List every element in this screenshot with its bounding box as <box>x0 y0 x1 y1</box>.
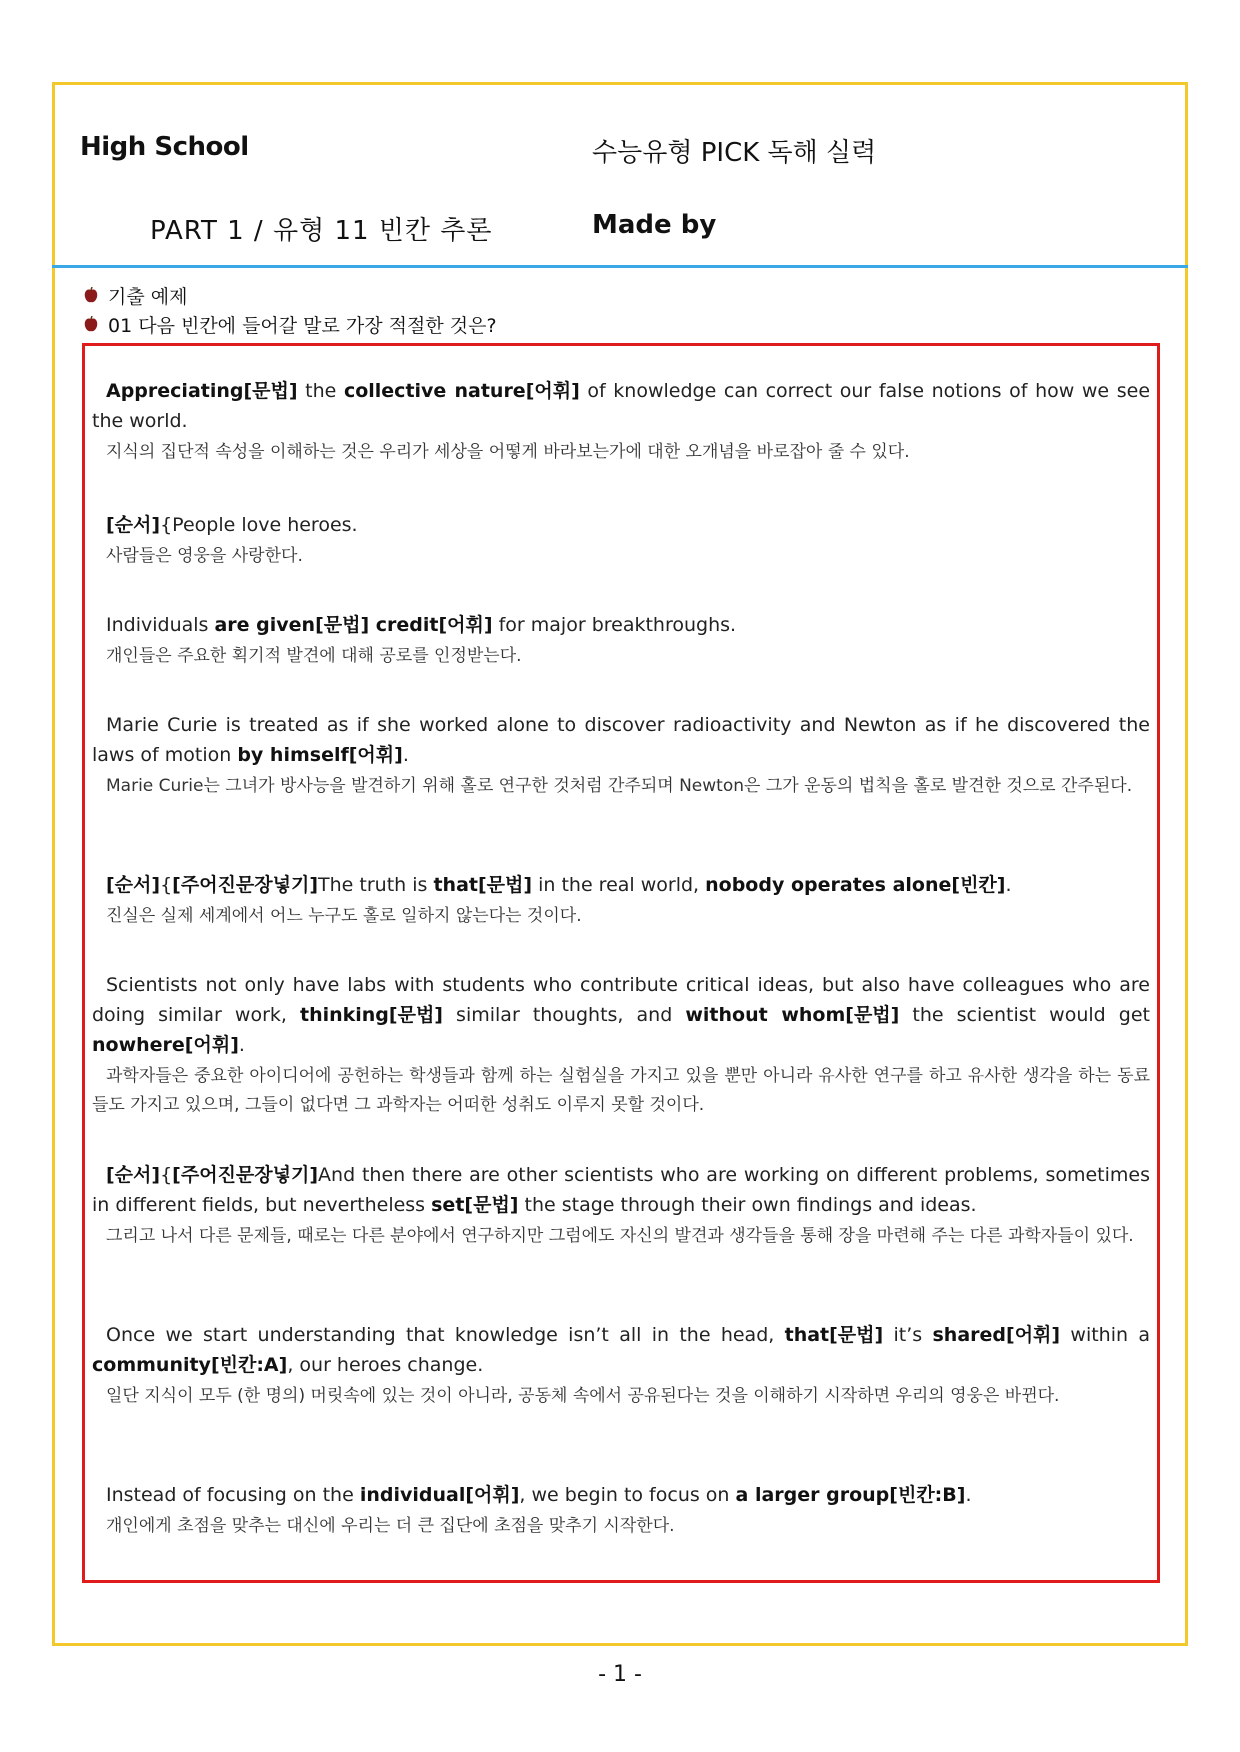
english-sentence <box>92 1320 1150 1380</box>
annotated-term: that[문법] <box>784 1324 884 1346</box>
annotated-term: Appreciating[문법] <box>106 380 298 402</box>
sentence-text: { <box>160 874 173 896</box>
red-apple-bullet-icon <box>84 316 98 333</box>
passage-paragraph <box>92 1160 1150 1251</box>
annotated-term: shared[어휘] <box>932 1324 1061 1346</box>
passage-paragraph <box>92 510 1150 571</box>
annotated-term: by himself[어휘] <box>237 744 403 766</box>
korean-translation: 지식의 집단적 속성을 이해하는 것은 우리가 세상을 어떻게 바라보는가에 대한 오개념을 바로잡아 줄 수 있다. <box>106 442 910 462</box>
sentence-text: , we begin to focus on <box>519 1484 736 1506</box>
sentence-text: { <box>160 1164 173 1186</box>
sentence-text: the <box>297 380 344 402</box>
author-label: Made by <box>592 210 717 240</box>
sentence-text: in the real world, <box>532 874 706 896</box>
section-label-text: 기출 예제 <box>108 286 188 308</box>
annotated-term: are given[문법] credit[어휘] <box>214 614 493 636</box>
english-sentence <box>92 610 1150 640</box>
passage-paragraph <box>92 1320 1150 1411</box>
sentence-text: Individuals <box>106 614 215 636</box>
passage-paragraph <box>92 1480 1150 1541</box>
annotated-term: nobody operates alone[빈칸] <box>705 874 1006 896</box>
passage-paragraph <box>92 970 1150 1120</box>
sentence-text: Marie Curie is treated as if she worked alone to discover radioactivity and Newton as if he discovered the laws of motion <box>92 714 1150 766</box>
question-prompt <box>84 311 497 338</box>
annotated-term: community[빈칸:A] <box>92 1354 288 1376</box>
annotated-term: that[문법] <box>433 874 533 896</box>
passage-paragraph <box>92 610 1150 671</box>
annotated-term: [순서] <box>106 1164 161 1186</box>
sentence-text: . <box>402 744 409 766</box>
korean-translation: 그리고 나서 다른 문제들, 때로는 다른 분야에서 연구하지만 그럼에도 자신의 발견과 생각들을 통해 장을 마련해 주는 다른 과학자들이 있다. <box>106 1226 1134 1246</box>
annotated-term: thinking[문법] <box>299 1004 443 1026</box>
sentence-text: Scientists not only have labs with students who contribute critical ideas, but also have colleagues who are doing similar work, <box>92 974 1150 1026</box>
section-label <box>84 282 187 309</box>
sentence-text: . <box>1005 874 1012 896</box>
english-sentence <box>92 1160 1150 1220</box>
korean-translation: Marie Curie는 그녀가 방사능을 발견하기 위해 홀로 연구한 것처럼 간주되며 Newton은 그가 운동의 법칙을 홀로 발견한 것으로 간주된다. <box>106 776 1133 796</box>
annotated-term: set[문법] <box>431 1194 519 1216</box>
question-prompt-text: 01 다음 빈칸에 들어갈 말로 가장 적절한 것은? <box>108 315 497 337</box>
red-apple-bullet-icon <box>84 287 98 304</box>
sentence-text: of knowledge can correct our false notions of how we see the world. <box>92 380 1151 432</box>
sentence-text: within a <box>1060 1324 1150 1346</box>
korean-translation: 사람들은 영웅을 사랑한다. <box>106 546 303 566</box>
annotated-term: collective nature[어휘] <box>343 380 580 402</box>
passage-paragraph <box>92 870 1150 931</box>
korean-translation: 진실은 실제 세계에서 어느 누구도 홀로 일하지 않는다는 것이다. <box>106 906 582 926</box>
header-divider <box>52 265 1188 268</box>
sentence-text: the stage through their own findings and ideas. <box>518 1194 977 1216</box>
passage-paragraph <box>92 376 1150 467</box>
sentence-text: And then there are other scientists who are working on different problems, sometimes in different fields, but nevertheless <box>92 1164 1150 1216</box>
annotated-term: [주어진문장넣기] <box>172 874 319 896</box>
passage-paragraph <box>92 710 1150 801</box>
english-sentence <box>92 1480 1150 1510</box>
annotated-term: without whom[문법] <box>685 1004 900 1026</box>
english-sentence <box>92 870 1150 900</box>
sentence-text: the scientist would get <box>899 1004 1150 1026</box>
english-sentence <box>92 710 1150 770</box>
english-sentence <box>92 376 1150 436</box>
part-title: PART 1 / 유형 11 빈칸 추론 <box>150 216 493 246</box>
school-level: High School <box>80 132 249 162</box>
sentence-text: . <box>238 1034 245 1056</box>
sentence-text: , our heroes change. <box>287 1354 484 1376</box>
page-number: - 1 - <box>598 1662 642 1687</box>
korean-translation: 개인들은 주요한 획기적 발견에 대해 공로를 인정받는다. <box>106 646 522 666</box>
annotated-term: [순서] <box>106 514 161 536</box>
annotated-term: [순서] <box>106 874 161 896</box>
sentence-text: Instead of focusing on the <box>106 1484 360 1506</box>
korean-translation: 일단 지식이 모두 (한 명의) 머릿속에 있는 것이 아니라, 공동체 속에서 공유된다는 것을 이해하기 시작하면 우리의 영웅은 바뀐다. <box>106 1386 1060 1406</box>
english-sentence <box>92 970 1150 1060</box>
sentence-text: similar thoughts, and <box>442 1004 686 1026</box>
annotated-term: individual[어휘] <box>359 1484 520 1506</box>
sentence-text: The truth is <box>318 874 434 896</box>
annotated-term: a larger group[빈칸:B] <box>735 1484 966 1506</box>
sentence-text: for major breakthroughs. <box>492 614 737 636</box>
sentence-text: it’s <box>883 1324 933 1346</box>
english-sentence <box>92 510 1150 540</box>
sentence-text: . <box>965 1484 972 1506</box>
annotated-term: [주어진문장넣기] <box>172 1164 319 1186</box>
annotated-term: nowhere[어휘] <box>92 1034 239 1056</box>
book-title: 수능유형 PICK 독해 실력 <box>592 138 877 168</box>
korean-translation: 과학자들은 중요한 아이디어에 공헌하는 학생들과 함께 하는 실험실을 가지고 있을 뿐만 아니라 유사한 연구를 하고 유사한 생각을 하는 동료들도 가지고 있으며, 그들이 없다면 그 과학자는 어떠한 성취도 이루지 못할 것이다. <box>92 1066 1150 1115</box>
korean-translation: 개인에게 초점을 맞추는 대신에 우리는 더 큰 집단에 초점을 맞추기 시작한다. <box>106 1516 675 1536</box>
sentence-text: {People love heroes. <box>160 514 358 536</box>
sentence-text: Once we start understanding that knowledge isn’t all in the head, <box>106 1324 785 1346</box>
